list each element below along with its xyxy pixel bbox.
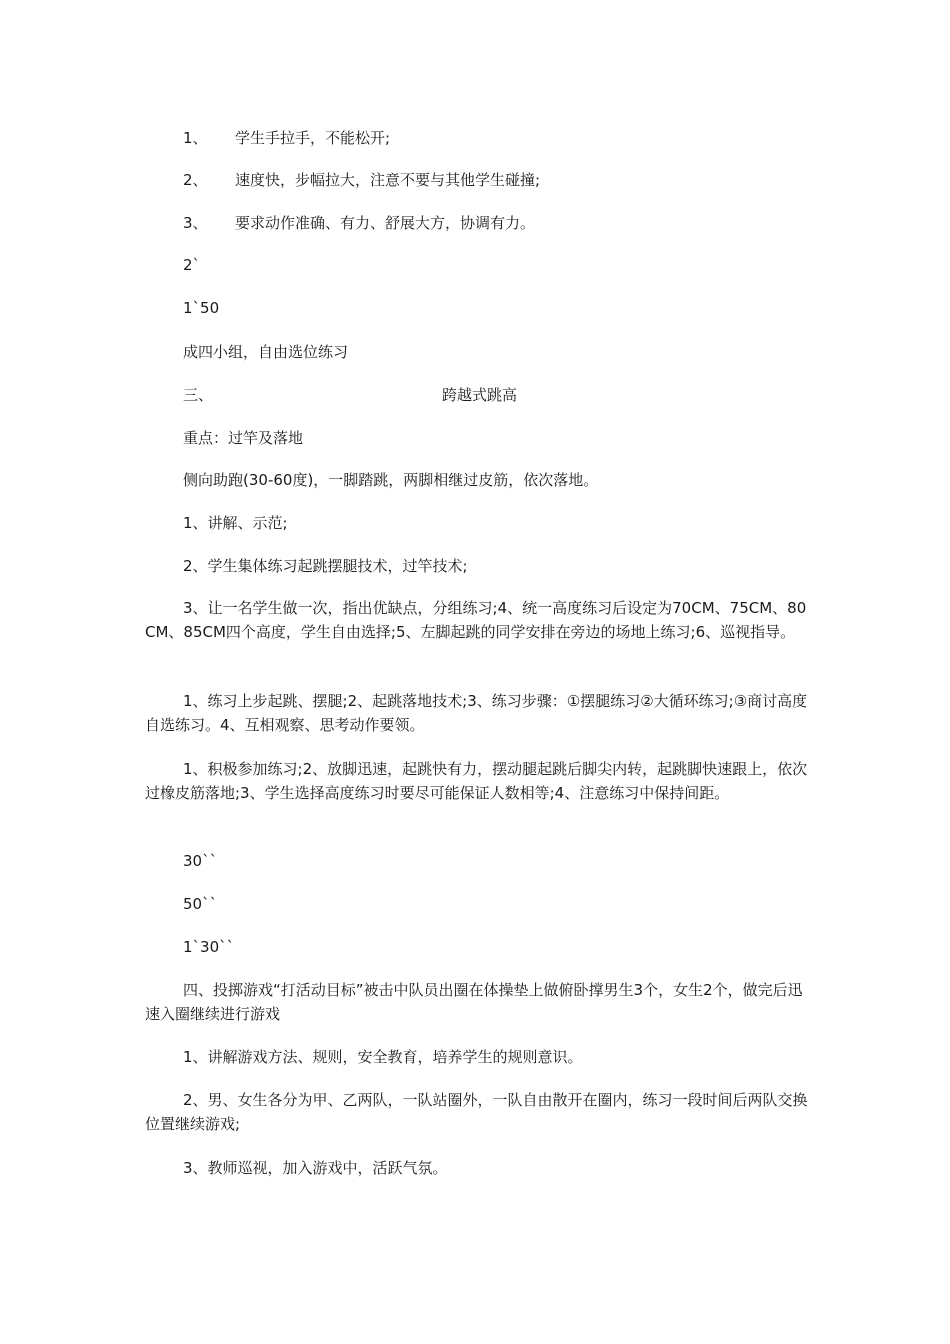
section-title: 跨越式跳高 [442,386,518,404]
list-text: 学生手拉手，不能松开; [235,129,391,147]
list-item [183,128,390,148]
section-number: 三、 [183,386,214,404]
list-item [183,170,540,190]
time-label: 30`` [183,852,218,870]
game-step: 3、教师巡视，加入游戏中，活跃气氛。 [183,1159,448,1177]
group-note: 成四小组，自由选位练习 [183,343,349,361]
list-number: 2、 [183,171,208,189]
step-item: 1、讲解、示范; [183,514,288,532]
section-four-paragraph: 四、投掷游戏“打活动目标”被击中队员出圈在体操垫上做俯卧撑男生3个，女生2个，做完后迅速入圈继续进行游戏 [145,981,803,1023]
time-label: 2` [183,256,201,274]
time-label: 50`` [183,895,218,913]
game-step: 2、男、女生各分为甲、乙两队，一队站圈外，一队自由散开在圈内，练习一段时间后两队交换位置继续游戏; [145,1091,808,1133]
paragraph: 1、积极参加练习;2、放脚迅速，起跳快有力，摆动腿起跳后脚尖内转，起跳脚快速跟上，依次过橡皮筋落地;3、学生选择高度练习时要尽可能保证人数相等;4、注意练习中保持间距。 [145,760,808,802]
approach-text: 侧向助跑(30-60度)，一脚踏跳，两脚相继过皮筋，依次落地。 [183,471,599,489]
list-number: 1、 [183,129,208,147]
key-point: 重点：过竿及落地 [183,429,304,447]
list-number: 3、 [183,214,208,232]
paragraph: 1、练习上步起跳、摆腿;2、起跳落地技术;3、练习步骤：①摆腿练习②大循环练习;③商讨高度自选练习。4、互相观察、思考动作要领。 [145,692,808,734]
list-text: 速度快，步幅拉大，注意不要与其他学生碰撞; [235,171,541,189]
time-label: 1`50 [183,299,220,317]
step-item: 2、学生集体练习起跳摆腿技术，过竿技术; [183,557,468,575]
game-step: 1、讲解游戏方法、规则，安全教育，培养学生的规则意识。 [183,1048,583,1066]
list-item [183,213,535,233]
section-heading [183,385,518,405]
paragraph: 3、让一名学生做一次，指出优缺点，分组练习;4、统一高度练习后设定为70CM、75CM、80CM、85CM四个高度，学生自由选择;5、左脚起跳的同学安排在旁边的场地上练习;6、巡视指导。 [145,599,807,641]
time-label: 1`30`` [183,938,235,956]
list-text: 要求动作准确、有力、舒展大方，协调有力。 [235,214,536,232]
